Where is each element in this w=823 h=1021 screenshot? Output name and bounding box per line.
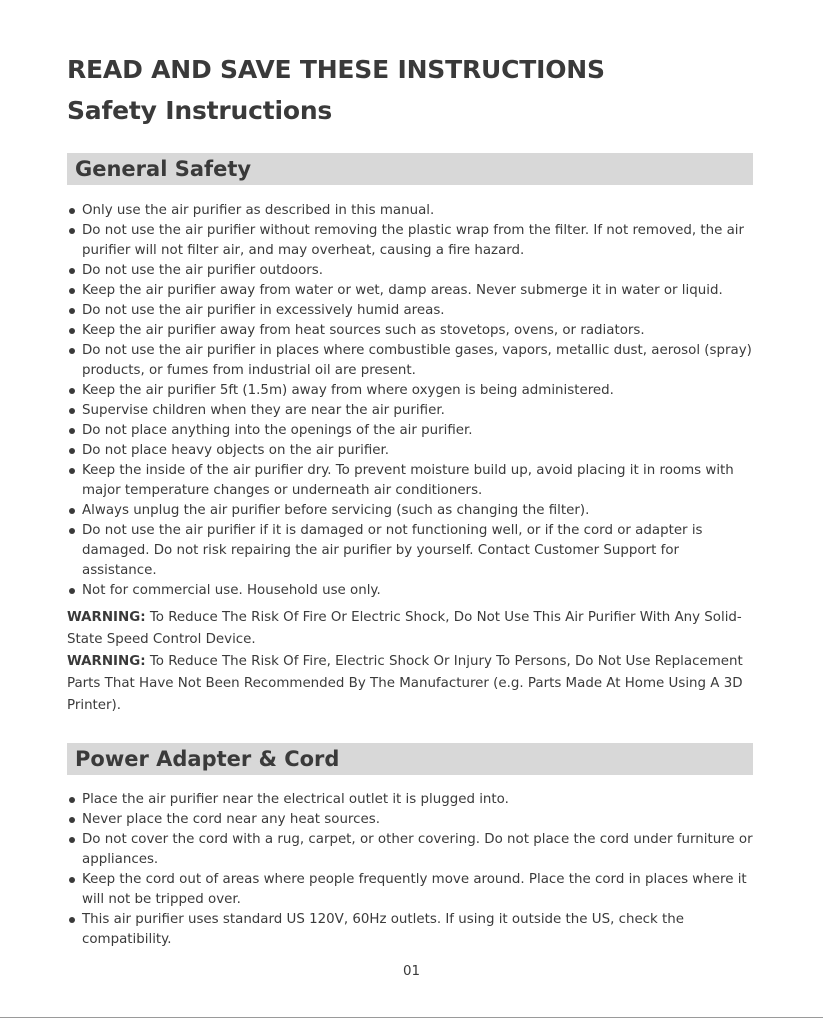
list-item-text: Only use the air purifier as described in this manual. <box>82 203 435 218</box>
bullet-icon <box>69 528 75 534</box>
list-item-text: Do not use the air purifier without removing the plastic wrap from the filter. If not removed, the air purifier will not filter air, and may overheat, causing a fire hazard. <box>82 223 744 258</box>
list-item <box>67 421 757 441</box>
warning-label: WARNING: <box>67 610 146 625</box>
list-item-text: Do not place anything into the openings of the air purifier. <box>82 423 473 438</box>
list-item <box>67 321 757 341</box>
list-item <box>67 381 757 401</box>
bullet-icon <box>69 917 75 923</box>
page-number: 01 <box>402 964 421 979</box>
bullet-icon <box>69 328 75 334</box>
list-item <box>67 341 757 381</box>
list-item <box>67 281 757 301</box>
list-item-text: Always unplug the air purifier before servicing (such as changing the filter). <box>82 503 590 518</box>
list-item <box>67 201 757 221</box>
list-item <box>67 221 757 261</box>
list-item <box>67 401 757 421</box>
general-safety-list <box>67 201 757 601</box>
bullet-icon <box>69 837 75 843</box>
bullet-icon <box>69 468 75 474</box>
page-subtitle: Safety Instructions <box>67 96 333 125</box>
list-item <box>67 501 757 521</box>
list-item-text: Not for commercial use. Household use only. <box>82 583 381 598</box>
list-item <box>67 261 757 281</box>
list-item-text: Do not use the air purifier if it is damaged or not functioning well, or if the cord or adapter is damaged. Do not risk repairing the air purifier by yourself. Contact Customer Support for assistance. <box>82 523 703 578</box>
warning-paragraph <box>67 651 747 717</box>
list-item-text: Never place the cord near any heat sources. <box>82 812 380 827</box>
warnings-block <box>67 607 747 717</box>
bullet-icon <box>69 228 75 234</box>
bullet-icon <box>69 428 75 434</box>
warning-text: To Reduce The Risk Of Fire Or Electric Shock, Do Not Use This Air Purifier With Any Solid-State Speed Control Device. <box>67 610 742 647</box>
list-item-text: Keep the cord out of areas where people frequently move around. Place the cord in places where it will not be tripped over. <box>82 872 747 907</box>
list-item-text: Keep the air purifier away from heat sources such as stovetops, ovens, or radiators. <box>82 323 645 338</box>
list-item-text: Keep the air purifier away from water or wet, damp areas. Never submerge it in water or liquid. <box>82 283 723 298</box>
warning-paragraph <box>67 607 747 651</box>
bullet-icon <box>69 268 75 274</box>
bullet-icon <box>69 208 75 214</box>
list-item <box>67 461 757 501</box>
bottom-divider <box>0 1017 823 1018</box>
list-item-text: Supervise children when they are near the air purifier. <box>82 403 445 418</box>
list-item-text: This air purifier uses standard US 120V, 60Hz outlets. If using it outside the US, check the compatibility. <box>82 912 685 947</box>
list-item <box>67 441 757 461</box>
section-heading-power-adapter: Power Adapter & Cord <box>67 743 753 775</box>
list-item <box>67 910 767 950</box>
bullet-icon <box>69 308 75 314</box>
list-item-text: Do not cover the cord with a rug, carpet, or other covering. Do not place the cord under furniture or appliances. <box>82 832 753 867</box>
list-item-text: Keep the inside of the air purifier dry. To prevent moisture build up, avoid placing it in rooms with major temperature changes or underneath air conditioners. <box>82 463 734 498</box>
list-item-text: Do not use the air purifier in excessively humid areas. <box>82 303 445 318</box>
list-item <box>67 830 767 870</box>
list-item <box>67 301 757 321</box>
bullet-icon <box>69 388 75 394</box>
list-item-text: Keep the air purifier 5ft (1.5m) away from where oxygen is being administered. <box>82 383 614 398</box>
section-heading-general-safety: General Safety <box>67 153 753 185</box>
warning-text: To Reduce The Risk Of Fire, Electric Shock Or Injury To Persons, Do Not Use Replacement Parts That Have Not Been Recommended By The Manufacturer (e.g. Parts Made At Home Using A 3D Printer). <box>67 654 743 713</box>
bullet-icon <box>69 817 75 823</box>
bullet-icon <box>69 508 75 514</box>
list-item <box>67 521 757 581</box>
bullet-icon <box>69 448 75 454</box>
list-item <box>67 870 767 910</box>
page-title: READ AND SAVE THESE INSTRUCTIONS <box>67 55 605 84</box>
bullet-icon <box>69 288 75 294</box>
list-item-text: Place the air purifier near the electrical outlet it is plugged into. <box>82 792 509 807</box>
warning-label: WARNING: <box>67 654 146 669</box>
bullet-icon <box>69 877 75 883</box>
list-item-text: Do not use the air purifier in places where combustible gases, vapors, metallic dust, aerosol (spray) products, or fumes from industrial oil are present. <box>82 343 752 378</box>
bullet-icon <box>69 588 75 594</box>
bullet-icon <box>69 408 75 414</box>
list-item-text: Do not use the air purifier outdoors. <box>82 263 324 278</box>
bullet-icon <box>69 348 75 354</box>
list-item <box>67 790 767 810</box>
power-adapter-list <box>67 790 767 950</box>
list-item <box>67 581 757 601</box>
list-item-text: Do not place heavy objects on the air purifier. <box>82 443 390 458</box>
list-item <box>67 810 767 830</box>
bullet-icon <box>69 797 75 803</box>
